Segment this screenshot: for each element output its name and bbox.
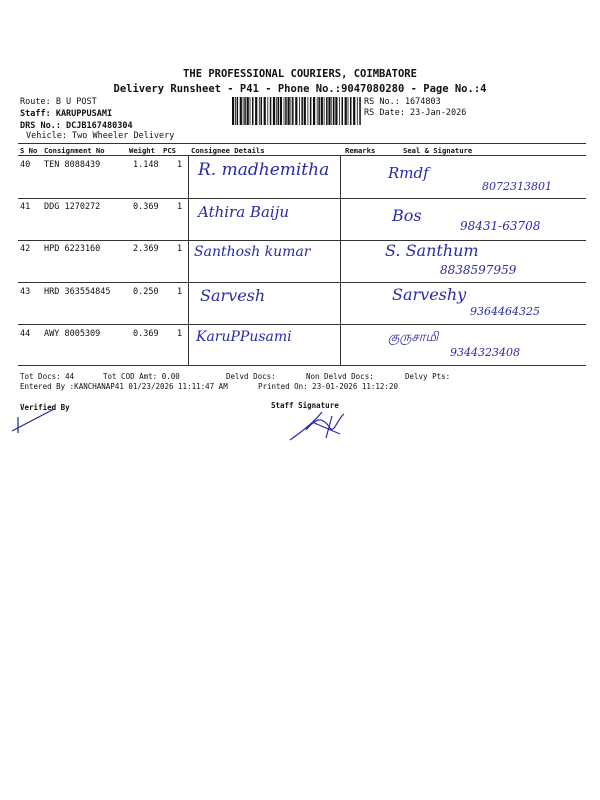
handwritten-signature: Rmdf [388,164,429,182]
staff-signature-mark [286,408,356,444]
barcode-bar [267,97,268,125]
handwritten-consignee: Athira Baiju [198,203,290,221]
row-weight: 0.369 [133,329,159,339]
barcode-bar [324,97,325,125]
barcode-bar [308,97,309,125]
barcode-bar [284,97,285,125]
header-consignment: Consignment No [44,146,105,155]
barcode-bar [261,97,263,125]
handwritten-consignee: R. madhemitha [198,160,330,180]
row-weight: 1.148 [133,160,159,170]
barcode-bar [288,97,290,125]
row-rule [18,240,586,241]
barcode-bar [326,97,328,125]
row-sno: 44 [20,329,31,339]
row-consignment: TEN 8088439 [44,160,101,170]
barcode-bar [342,97,344,125]
barcode-bar [278,97,280,125]
row-pcs: 1 [177,160,183,170]
row-consignment: AWY 8005309 [44,329,101,339]
vehicle-text: Vehicle: Two Wheeler Delivery [26,131,175,141]
header-weight: Weight [129,146,155,155]
barcode-bar [247,97,249,125]
rs-number: RS No.: 1674803 [364,97,441,107]
row-pcs: 1 [177,244,183,254]
row-pcs: 1 [177,329,183,339]
barcode-bar [317,97,318,125]
barcode-bar [357,97,358,125]
barcode-bar [292,97,294,125]
barcode-bar [333,97,335,125]
barcode-bar [273,97,275,125]
row-sno: 43 [20,287,31,297]
barcode-bar [299,97,300,125]
header-bottom-rule [18,155,586,156]
delivery-points: Delvy Pts: [405,372,451,381]
barcode-bar [313,97,315,125]
handwritten-consignee: Santhosh kumar [194,244,311,260]
row-weight: 0.250 [133,287,159,297]
row-weight: 2.369 [133,244,159,254]
barcode-bar [301,97,303,125]
handwritten-signature: Sarveshy [392,285,467,304]
handwritten-signature: S. Santhum [385,241,479,260]
barcode-bar [264,97,266,125]
header-seal-signature: Seal & Signature [403,146,473,155]
total-cod-amount: Tot COD Amt: 0.00 [103,372,180,381]
barcode-bar [348,97,349,125]
barcode-bar [310,97,312,125]
barcode-bar [244,97,246,125]
drs-number: DRS No.: DCJB167480304 [20,121,133,131]
barcode-bar [335,97,337,125]
handwritten-signature: Bos [392,206,422,225]
header-sno: S No [20,146,38,155]
row-consignment: HPD 6223160 [44,244,101,254]
row-weight: 0.369 [133,202,159,212]
row-sno: 41 [20,202,31,212]
handwritten-consignee: Sarvesh [200,286,266,305]
row-pcs: 1 [177,287,183,297]
barcode-bar [255,97,257,125]
staff-text: Staff: KARUPPUSAMI [20,109,113,119]
barcode-bar [250,97,251,125]
barcode-bar [353,97,355,125]
barcode-bar [240,97,242,125]
table-bottom-rule [18,365,586,366]
barcode-bar [304,97,306,125]
handwritten-phone: 9364464325 [470,305,540,318]
delivered-docs: Delvd Docs: [226,372,276,381]
barcode-bar [359,97,361,125]
barcode-bar [232,97,234,125]
barcode-bar [276,97,277,125]
barcode-bar [321,97,323,125]
barcode-bar [318,97,320,125]
company-title: THE PROFESSIONAL COURIERS, COIMBATORE [183,68,417,80]
printed-on: Printed On: 23-01-2026 11:12:20 [258,382,398,391]
total-docs: Tot Docs: 44 [20,372,75,381]
column-rule [188,155,189,365]
row-rule [18,282,586,283]
barcode-bar [235,97,236,125]
barcode-bar [243,97,244,125]
staff-signature-label: Staff Signature [271,401,339,410]
barcode-bar [339,97,340,125]
barcode-bar [291,97,292,125]
barcode-bar [350,97,352,125]
table-top-rule [18,143,586,144]
handwritten-consignee: KaruPPusami [196,329,292,345]
row-consignment: DDG 1270272 [44,202,101,212]
row-consignment: HRD 363554845 [44,287,111,297]
barcode-bar [285,97,287,125]
row-pcs: 1 [177,202,183,212]
barcode-bar [345,97,347,125]
non-delivered-docs: Non Delvd Docs: [306,372,374,381]
entered-by: Entered By :KANCHANAP41 01/23/2026 11:11:47 AM [20,382,228,391]
rs-date: RS Date: 23-Jan-2026 [364,108,467,118]
barcode-bar [280,97,282,125]
header-consignee: Consignee Details [191,146,265,155]
handwritten-phone: 8072313801 [482,180,552,193]
handwritten-phone: 8838597959 [440,263,517,277]
row-rule [18,324,586,325]
handwritten-phone: 9344323408 [450,346,520,359]
barcode-bar [252,97,254,125]
header-remarks: Remarks [345,146,376,155]
barcode-bar [237,97,239,125]
runsheet-title: Delivery Runsheet - P41 - Phone No.:9047080280 - Page No.:4 [113,83,487,95]
route-text: Route: B U POST [20,97,97,107]
barcode-bar [331,97,332,125]
handwritten-signature: குருசாமி [388,330,439,345]
row-sno: 40 [20,160,31,170]
barcode-bar [328,97,330,125]
row-sno: 42 [20,244,31,254]
verified-signature-mark [8,405,58,435]
barcode-bar [259,97,260,125]
barcode-bar [295,97,297,125]
column-rule [340,155,341,365]
verified-by-label: Verified By [20,403,70,412]
barcode-image [232,97,362,125]
handwritten-phone: 98431-63708 [460,219,541,233]
barcode-bar [270,97,272,125]
row-rule [18,198,586,199]
header-pcs: PCS [163,146,176,155]
